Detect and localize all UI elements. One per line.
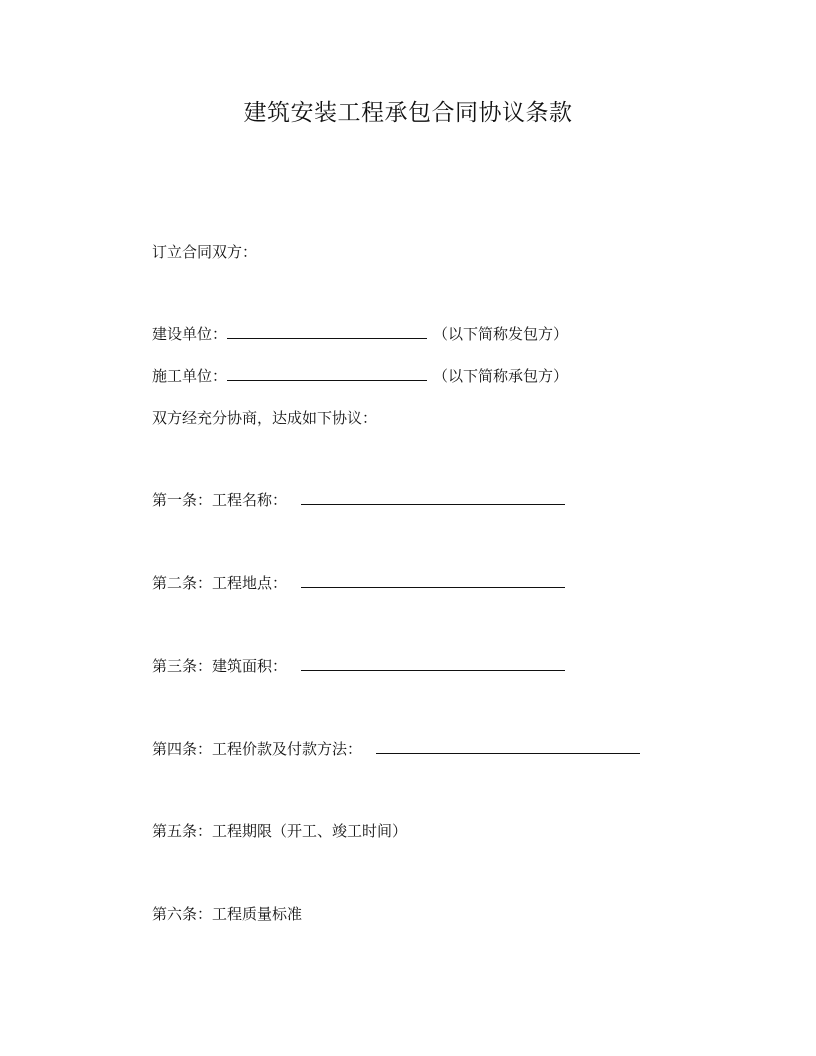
employer-note: （以下简称发包方） [433, 325, 569, 343]
article-1 [152, 490, 565, 510]
article-4 [152, 739, 640, 759]
employer-label: 建设单位： [152, 325, 228, 343]
article-6: 第六条：工程质量标准 [152, 905, 303, 923]
article-3-blank[interactable] [301, 656, 565, 671]
employer-blank[interactable] [227, 324, 427, 339]
contractor-label: 施工单位： [152, 367, 228, 385]
parties-heading: 订立合同双方： [152, 243, 258, 261]
article-3-label: 第三条：建筑面积： [152, 657, 288, 675]
agreement-intro: 双方经充分协商，达成如下协议： [152, 409, 378, 427]
article-2-label: 第二条：工程地点： [152, 574, 288, 592]
article-1-blank[interactable] [301, 490, 565, 505]
article-2-blank[interactable] [301, 573, 565, 588]
article-4-blank[interactable] [376, 739, 640, 754]
contractor-note: （以下简称承包方） [433, 367, 569, 385]
contractor-blank[interactable] [227, 366, 427, 381]
document-title: 建筑安装工程承包合同协议条款 [243, 100, 573, 126]
article-1-label: 第一条：工程名称： [152, 491, 288, 509]
article-4-label: 第四条：工程价款及付款方法： [152, 740, 363, 758]
contractor-line [152, 366, 568, 386]
article-3 [152, 656, 565, 676]
article-2 [152, 573, 565, 593]
employer-line [152, 324, 568, 344]
article-5: 第五条：工程期限（开工、竣工时间） [152, 822, 408, 840]
